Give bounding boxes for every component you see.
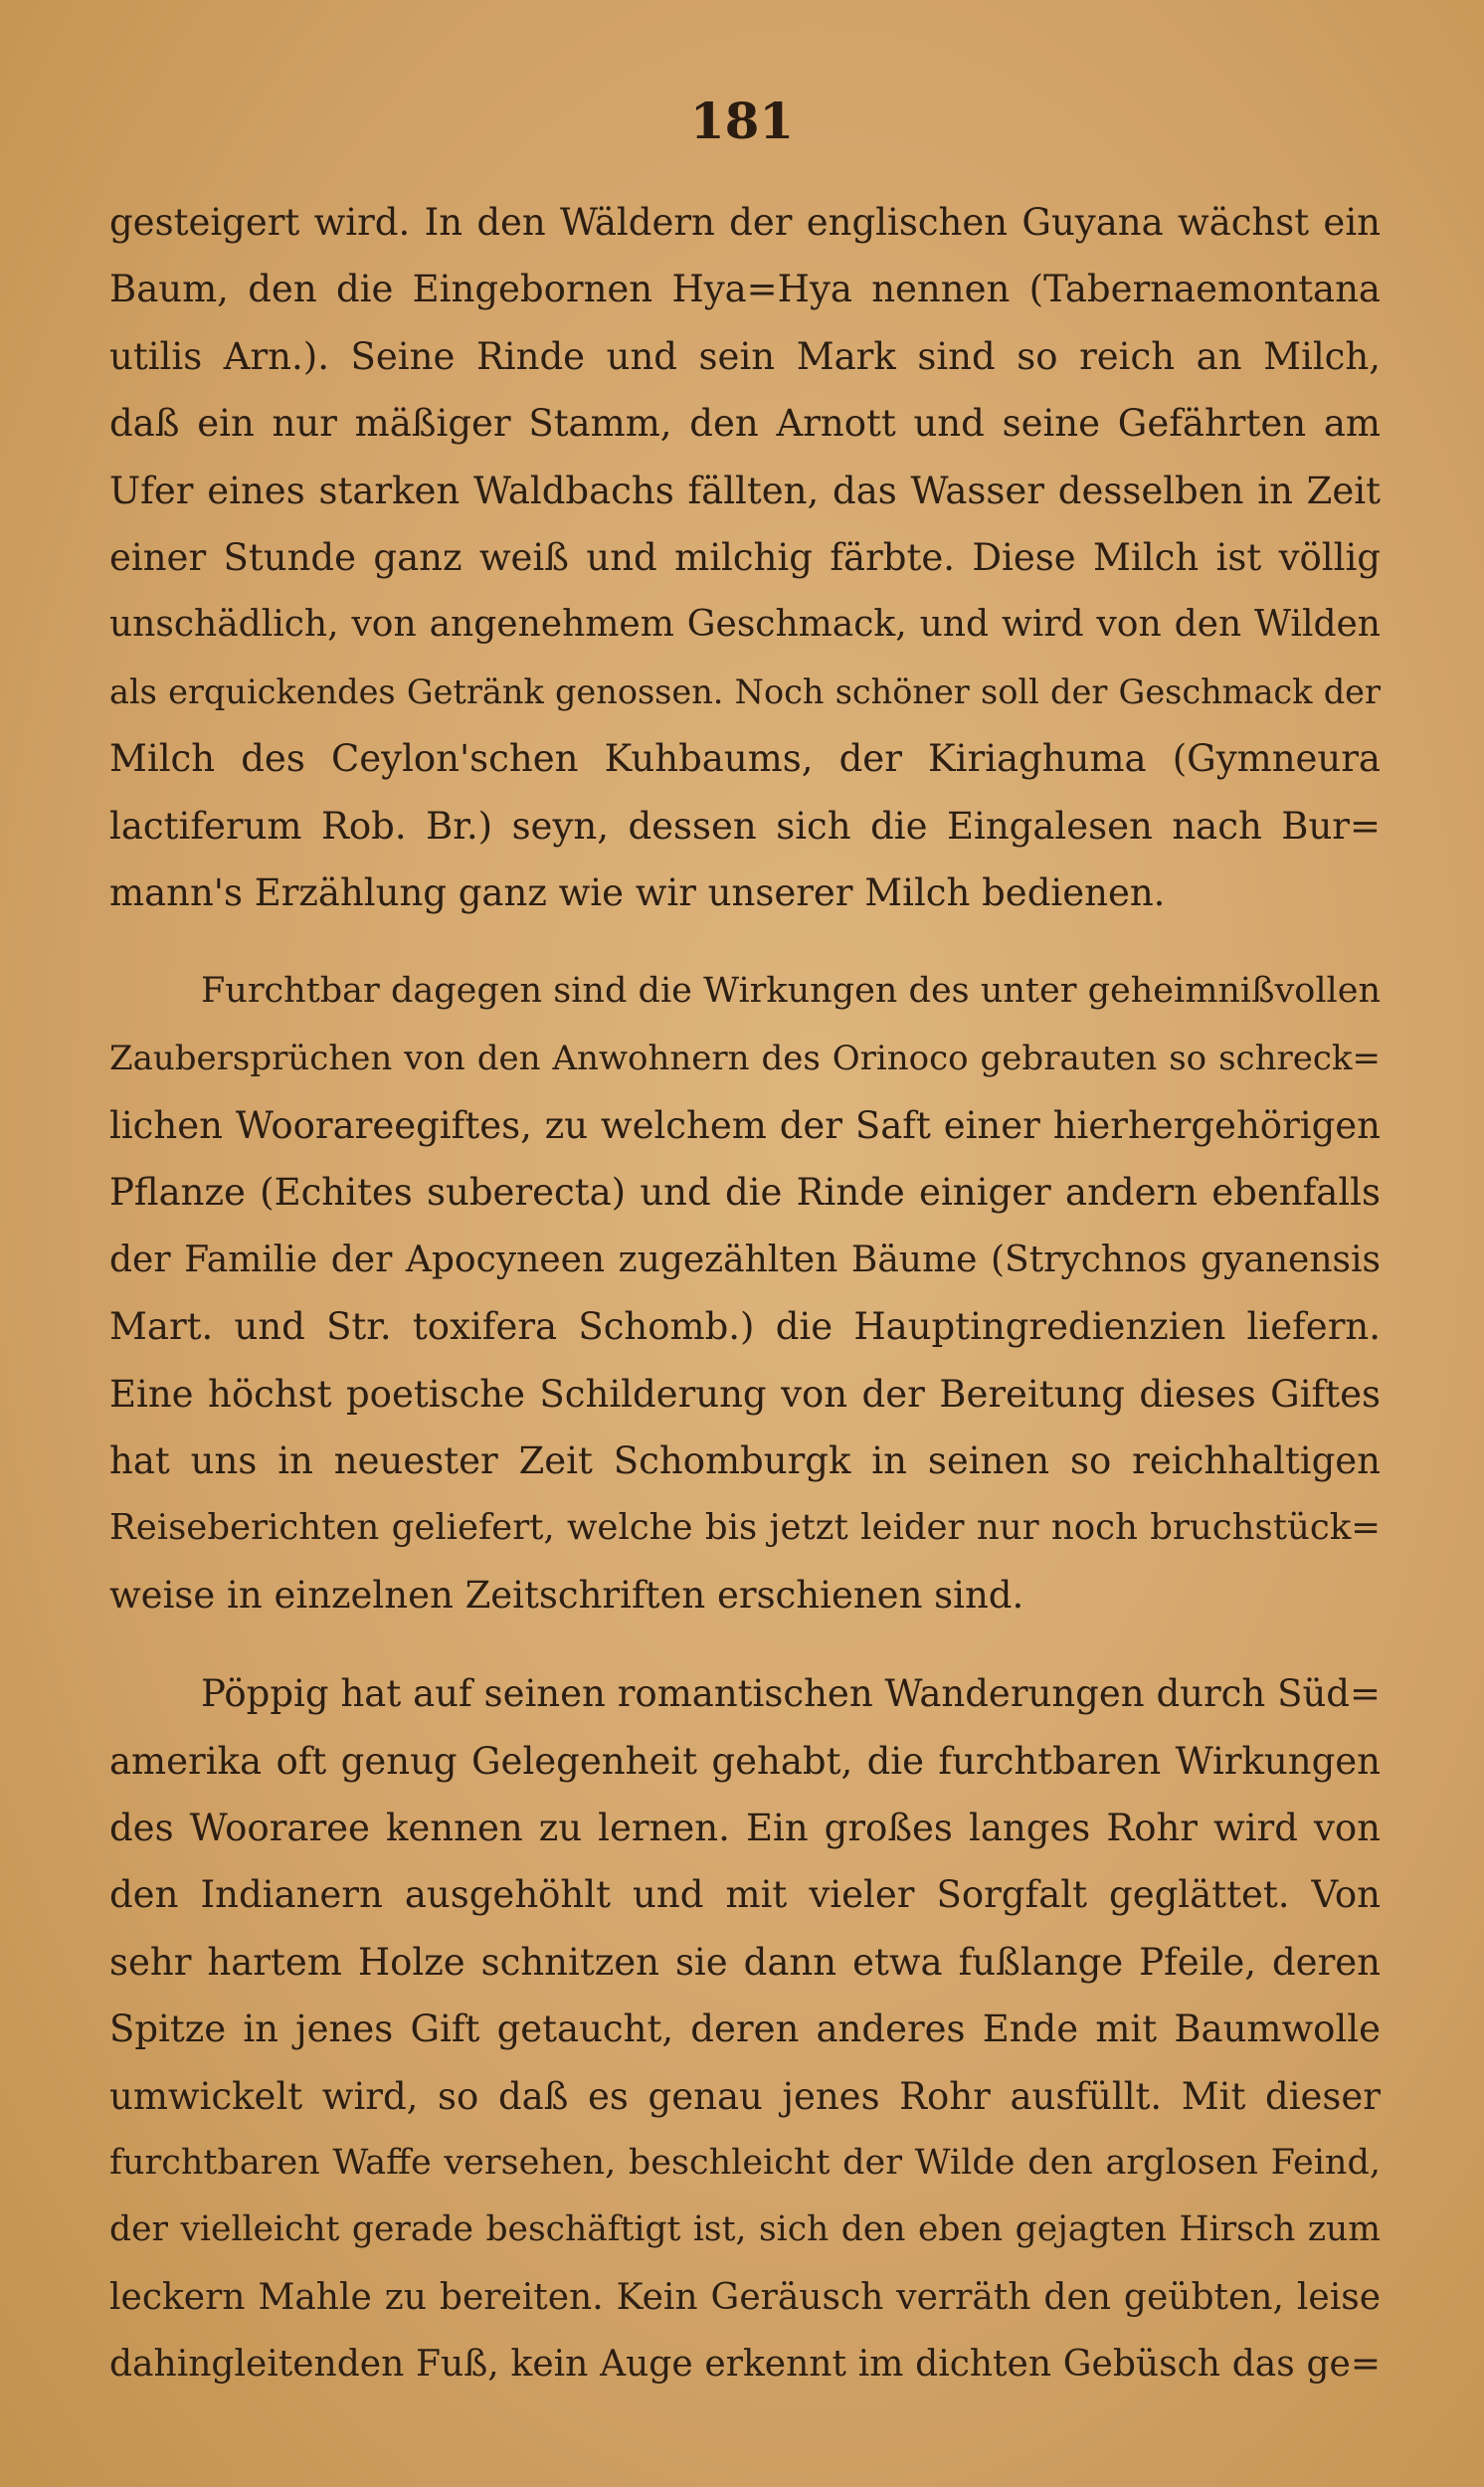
text-line: umwickelt wird, so daß es genau jenes Rohr ausfüllt. Mit dieser: [109, 2074, 1381, 2118]
text-line: weise in einzelnen Zeitschriften erschienen sind.: [109, 1573, 1024, 1617]
text-line: lactiferum Rob. Br.) seyn, dessen sich die Eingalesen nach Bur=: [109, 804, 1381, 848]
text-line: daß ein nur mäßiger Stamm, den Arnott und seine Gefährten am: [109, 402, 1381, 446]
text-line: Milch des Ceylon'schen Kuhbaums, der Kiriaghuma (Gymneura: [109, 737, 1381, 781]
paragraph-1: [109, 189, 1381, 926]
text-line: Reiseberichten geliefert, welche bis jetzt leider nur noch bruchstück=: [109, 1507, 1381, 1549]
body-text: [109, 189, 1381, 2398]
text-line: der Familie der Apocyneen zugezählten Bäume (Strychnos gyanensis: [109, 1239, 1381, 1280]
text-line: Mart. und Str. toxifera Schomb.) die Hauptingredienzien liefern.: [109, 1305, 1381, 1349]
page-number: 181: [689, 92, 795, 150]
text-line: Ufer eines starken Waldbachs fällten, das Wasser desselben in Zeit: [109, 469, 1381, 512]
text-line: leckern Mahle zu bereiten. Kein Geräusch verräth den geübten, leise: [109, 2276, 1381, 2318]
text-line: utilis Arn.). Seine Rinde und sein Mark sind so reich an Milch,: [109, 334, 1381, 378]
text-line: dahingleitenden Fuß, kein Auge erkennt im dichten Gebüsch das ge=: [109, 2344, 1381, 2386]
text-line: einer Stunde ganz weiß und milchig färbte. Diese Milch ist völlig: [109, 535, 1381, 579]
text-line: als erquickendes Getränk genossen. Noch schöner soll der Geschmack der: [109, 671, 1381, 711]
paragraph-3: [109, 1660, 1381, 2397]
text-line: hat uns in neuester Zeit Schomburgk in seinen so reichhaltigen: [109, 1439, 1381, 1483]
text-line: gesteigert wird. In den Wäldern der englischen Guyana wächst ein: [109, 201, 1381, 244]
text-line: Pöppig hat auf seinen romantischen Wanderungen durch Süd=: [201, 1672, 1381, 1716]
text-line: Zaubersprüchen von den Anwohnern des Orinoco gebrauten so schreck=: [109, 1038, 1381, 1078]
text-line: Spitze in jenes Gift getaucht, deren anderes Ende mit Baumwolle: [109, 2008, 1381, 2051]
text-line: amerika oft genug Gelegenheit gehabt, die furchtbaren Wirkungen: [109, 1739, 1381, 1783]
text-line: lichen Woorareegiftes, zu welchem der Saft einer hierhergehörigen: [109, 1104, 1381, 1148]
text-line: Eine höchst poetische Schilderung von der Bereitung dieses Giftes: [109, 1372, 1381, 1416]
text-line: mann's Erzählung ganz wie wir unserer Milch bedienen.: [109, 870, 1166, 914]
text-line: Furchtbar dagegen sind die Wirkungen des unter geheimnißvollen: [201, 971, 1381, 1012]
text-line: den Indianern ausgehöhlt und mit vieler Sorgfalt geglättet. Von: [109, 1873, 1381, 1917]
text-line: Baum, den die Eingebornen Hya=Hya nennen (Tabernaemontana: [109, 268, 1381, 311]
text-line: unschädlich, von angenehmem Geschmack, und wird von den Wilden: [109, 604, 1381, 646]
text-line: furchtbaren Waffe versehen, beschleicht der Wilde den arglosen Feind,: [109, 2142, 1381, 2183]
text-line: sehr hartem Holze schnitzen sie dann etwa fußlange Pfeile, deren: [109, 1940, 1381, 1984]
text-line: Pflanze (Echites suberecta) und die Rinde einiger andern ebenfalls: [109, 1171, 1381, 1215]
text-line: des Wooraree kennen zu lernen. Ein großes langes Rohr wird von: [109, 1806, 1381, 1849]
paragraph-2: [109, 958, 1381, 1628]
text-line: der vielleicht gerade beschäftigt ist, sich den eben gejagten Hirsch zum: [109, 2209, 1381, 2250]
